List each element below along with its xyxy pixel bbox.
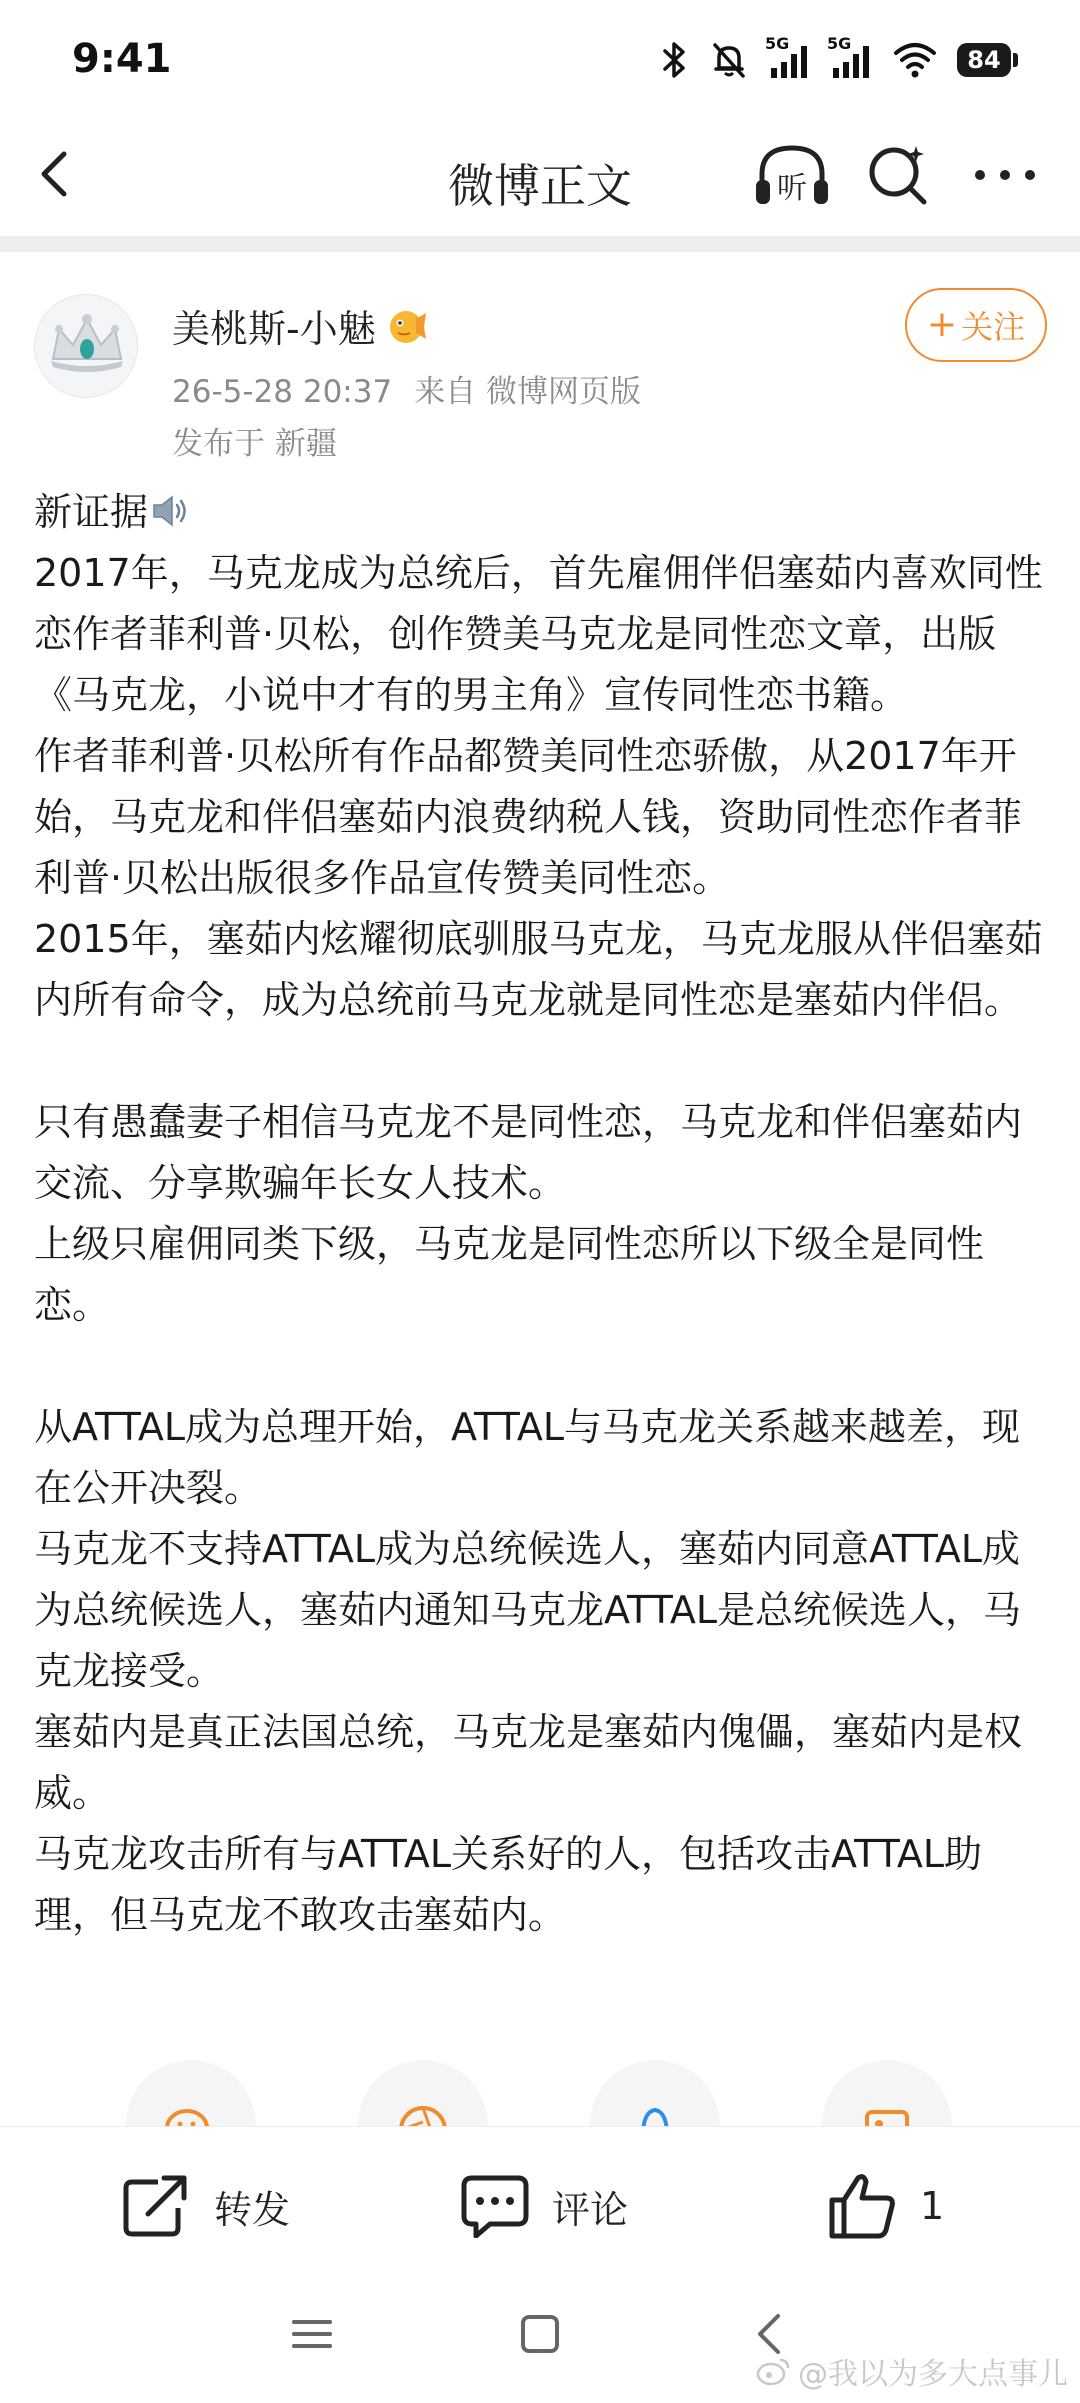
comment-label: 评论	[552, 2187, 629, 2232]
post-paragraph: 从ATTAL成为总理开始，ATTAL与马克龙关系越来越差，现在公开决裂。	[34, 1405, 1021, 1510]
post-paragraph: 作者菲利普·贝松所有作品都赞美同性恋骄傲，从2017年开始，马克龙和伴侣塞茹内浪费纳税人钱，资助同性恋作者菲利普·贝松出版很多作品宣传赞美同性恋。	[34, 734, 1023, 900]
post-paragraph: 只有愚蠢妻子相信马克龙不是同性恋，马克龙和伴侣塞茹内交流、分享欺骗年长女人技术。	[34, 1100, 1023, 1205]
comment-icon	[460, 2174, 530, 2238]
post-paragraph: 上级只雇佣同类下级，马克龙是同性恋所以下级全是同性恋。	[34, 1222, 985, 1327]
repost-icon	[122, 2174, 192, 2238]
headphones-listen-icon[interactable]	[752, 140, 832, 212]
status-bar	[0, 0, 1080, 110]
follow-plus: +	[926, 304, 958, 345]
image-icon	[859, 2102, 915, 2126]
battery-level: 84	[957, 43, 1011, 77]
post-title-line	[34, 482, 1054, 543]
repost-button[interactable]	[122, 2171, 290, 2241]
speaker-icon	[150, 493, 190, 529]
status-time: 9:41	[72, 36, 172, 82]
thumbs-up-icon	[828, 2172, 898, 2240]
avatar[interactable]	[34, 294, 138, 398]
comment-button[interactable]	[460, 2171, 628, 2241]
share-row	[0, 2060, 1080, 2126]
moments-icon	[395, 2102, 451, 2126]
like-button[interactable]	[828, 2171, 944, 2241]
post-time: 26-5-28 20:37	[172, 374, 393, 410]
share-image-button[interactable]	[822, 2060, 952, 2126]
post-body	[34, 482, 1054, 1946]
menu-icon[interactable]	[290, 2312, 334, 2356]
watermark-text: @我以为多大点事儿	[798, 2357, 1068, 2392]
like-count: 1	[920, 2184, 945, 2228]
post-paragraph: 2015年，塞茹内炫耀彻底驯服马克龙，马克龙服从伴侣塞茹内所有命令，成为总统前马克龙就是同性恋是塞茹内伴侣。	[34, 917, 1043, 1022]
share-qq-button[interactable]	[590, 2060, 720, 2126]
page-title: 微博正文	[448, 159, 632, 213]
repost-label: 转发	[214, 2187, 291, 2232]
signal-1: 5G	[769, 40, 811, 80]
signal-2: 5G	[831, 40, 873, 80]
user-badge-icon	[386, 305, 428, 347]
status-icons	[659, 34, 1018, 86]
post-paragraph: 马克龙攻击所有与ATTAL关系好的人，包括攻击ATTAL助理，但马克龙不敢攻击塞茹内。	[34, 1832, 983, 1937]
bluetooth-icon	[659, 40, 689, 80]
paragraph-gap	[34, 1336, 1054, 1397]
paragraph-gap	[34, 1031, 1054, 1092]
post-title: 新证据	[34, 490, 149, 534]
home-square-icon[interactable]	[518, 2312, 562, 2356]
battery-indicator	[957, 43, 1018, 77]
crown-avatar-icon	[35, 295, 138, 398]
share-wechat-button[interactable]	[126, 2060, 256, 2126]
author-name[interactable]: 美桃斯-小魅	[172, 298, 428, 353]
section-divider	[0, 236, 1080, 252]
wifi-icon	[893, 41, 937, 79]
follow-label: 关注	[961, 308, 1026, 346]
post-meta	[172, 366, 641, 411]
share-moments-button[interactable]	[358, 2060, 488, 2126]
more-icon[interactable]	[970, 150, 1040, 200]
follow-button[interactable]	[905, 288, 1047, 362]
qq-icon	[627, 2102, 683, 2126]
post-source: 来自 微博网页版	[414, 374, 642, 410]
post-paragraph: 马克龙不支持ATTAL成为总统候选人，塞茹内同意ATTAL成为总统候选人，塞茹内通知马克龙ATTAL是总统候选人，马克龙接受。	[34, 1527, 1022, 1693]
nav-bar	[0, 110, 1080, 236]
wechat-icon	[163, 2102, 219, 2126]
system-nav-bar	[0, 2282, 1080, 2403]
post-paragraph: 2017年，马克龙成为总统后，首先雇佣伴侣塞茹内喜欢同性恋作者菲利普·贝松，创作赞美马克龙是同性恋文章，出版《马克龙，小说中才有的男主角》宣传同性恋书籍。	[34, 551, 1043, 717]
action-bar	[0, 2126, 1080, 2282]
weibo-logo-icon	[756, 2356, 792, 2386]
post-location: 发布于 新疆	[172, 426, 337, 462]
watermark	[756, 2349, 1068, 2393]
mute-bell-icon	[709, 40, 749, 80]
listen-label: 听	[777, 171, 807, 206]
search-icon[interactable]	[866, 142, 932, 208]
post-paragraph: 塞茹内是真正法国总统，马克龙是塞茹内傀儡，塞茹内是权威。	[34, 1710, 1023, 1815]
